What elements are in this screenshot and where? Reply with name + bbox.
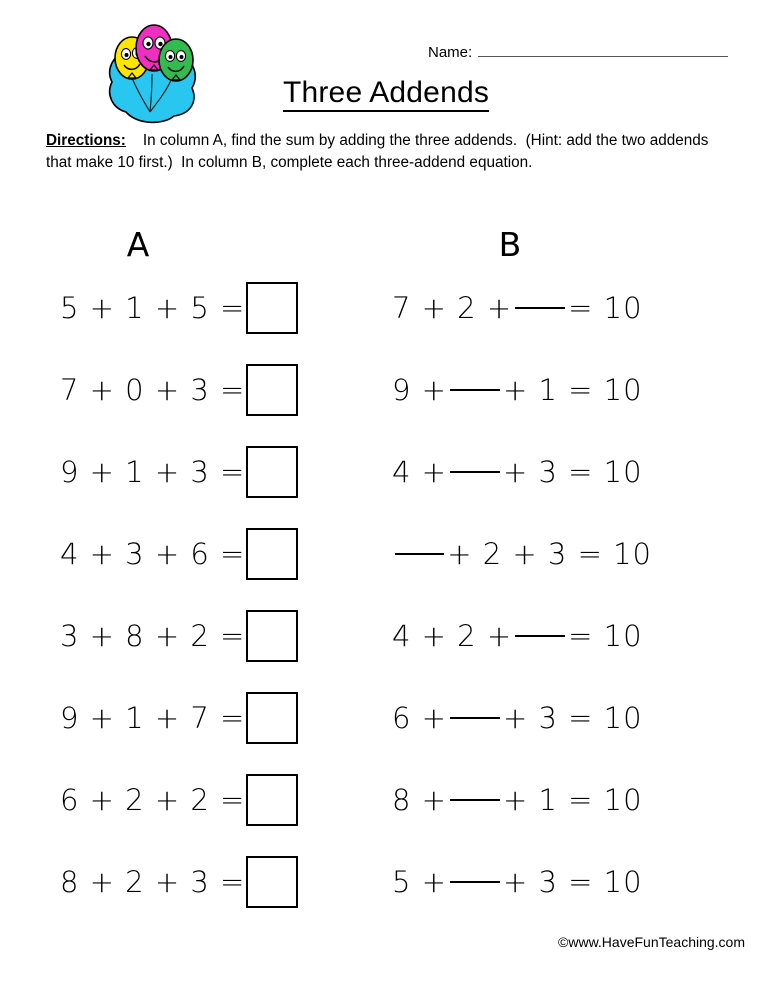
missing-addend-blank[interactable]: [450, 389, 500, 391]
footer-credit: [0, 934, 745, 950]
problem-row: [392, 595, 652, 677]
equation-before-blank: 6 +: [392, 701, 447, 735]
problem-row: [60, 431, 310, 513]
missing-addend-blank[interactable]: [515, 635, 565, 637]
problem-row: [60, 841, 310, 923]
equation-text: 8 + 2 + 3 =: [60, 865, 246, 899]
page-header: [0, 0, 772, 130]
equation-text: 4 + 3 + 6 =: [60, 537, 246, 571]
problem-row: [392, 841, 652, 923]
problem-row: [392, 513, 652, 595]
equation-text: 9 + 1 + 3 =: [60, 455, 246, 489]
missing-addend-blank[interactable]: [450, 881, 500, 883]
equation-before-blank: 4 +: [392, 455, 447, 489]
missing-addend-blank[interactable]: [515, 307, 565, 309]
equation-after-blank: + 3 = 10: [502, 865, 643, 899]
equation-before-blank: 9 +: [392, 373, 447, 407]
directions-text: In column A, find the sum by adding the three addends. (Hint: add the two addends that make 10 first.) In column B, complete each three-addend equation.: [46, 132, 713, 171]
page-title-text: Three Addends: [283, 76, 489, 112]
answer-box[interactable]: [246, 282, 298, 334]
problem-row: [60, 595, 310, 677]
problem-row: [392, 431, 652, 513]
equation-after-blank: + 3 = 10: [502, 701, 643, 735]
answer-box[interactable]: [246, 364, 298, 416]
equation-after-blank: + 1 = 10: [502, 373, 643, 407]
equation-before-blank: 5 +: [392, 865, 447, 899]
missing-addend-blank[interactable]: [450, 717, 500, 719]
answer-box[interactable]: [246, 610, 298, 662]
equation-after-blank: = 10: [568, 619, 643, 653]
directions-label: Directions:: [46, 132, 126, 149]
problem-row: [392, 677, 652, 759]
equation-after-blank: + 1 = 10: [502, 783, 643, 817]
answer-box[interactable]: [246, 856, 298, 908]
column-a: [60, 267, 310, 923]
missing-addend-blank[interactable]: [450, 471, 500, 473]
answer-box[interactable]: [246, 774, 298, 826]
footer-credit-text: ©www.HaveFunTeaching.com: [558, 934, 745, 950]
answer-box[interactable]: [246, 528, 298, 580]
problem-row: [60, 267, 310, 349]
problem-row: [60, 759, 310, 841]
equation-after-blank: + 2 + 3 = 10: [447, 537, 652, 571]
answer-box[interactable]: [246, 692, 298, 744]
problem-row: [60, 349, 310, 431]
problem-row: [392, 759, 652, 841]
equation-before-blank: 8 +: [392, 783, 447, 817]
equation-text: 7 + 0 + 3 =: [60, 373, 246, 407]
equation-text: 3 + 8 + 2 =: [60, 619, 246, 653]
name-input-line[interactable]: [478, 42, 728, 57]
equation-before-blank: 4 + 2 +: [392, 619, 513, 653]
name-label: Name:: [428, 44, 473, 61]
problem-row: [60, 677, 310, 759]
problem-row: [392, 349, 652, 431]
directions: [46, 130, 736, 173]
equation-before-blank: 7 + 2 +: [392, 291, 513, 325]
name-field-row: [428, 42, 728, 61]
answer-box[interactable]: [246, 446, 298, 498]
page-title: [0, 76, 772, 110]
equation-text: 9 + 1 + 7 =: [60, 701, 246, 735]
equation-text: 5 + 1 + 5 =: [60, 291, 246, 325]
column-b: [392, 267, 652, 923]
column-header-b: B: [498, 225, 522, 264]
equation-after-blank: = 10: [568, 291, 643, 325]
column-header-a: A: [126, 225, 150, 264]
problem-row: [60, 513, 310, 595]
equation-after-blank: + 3 = 10: [502, 455, 643, 489]
equation-text: 6 + 2 + 2 =: [60, 783, 246, 817]
problem-row: [392, 267, 652, 349]
three-balloons-clipart: [92, 16, 212, 128]
missing-addend-blank[interactable]: [395, 553, 444, 555]
missing-addend-blank[interactable]: [450, 799, 500, 801]
